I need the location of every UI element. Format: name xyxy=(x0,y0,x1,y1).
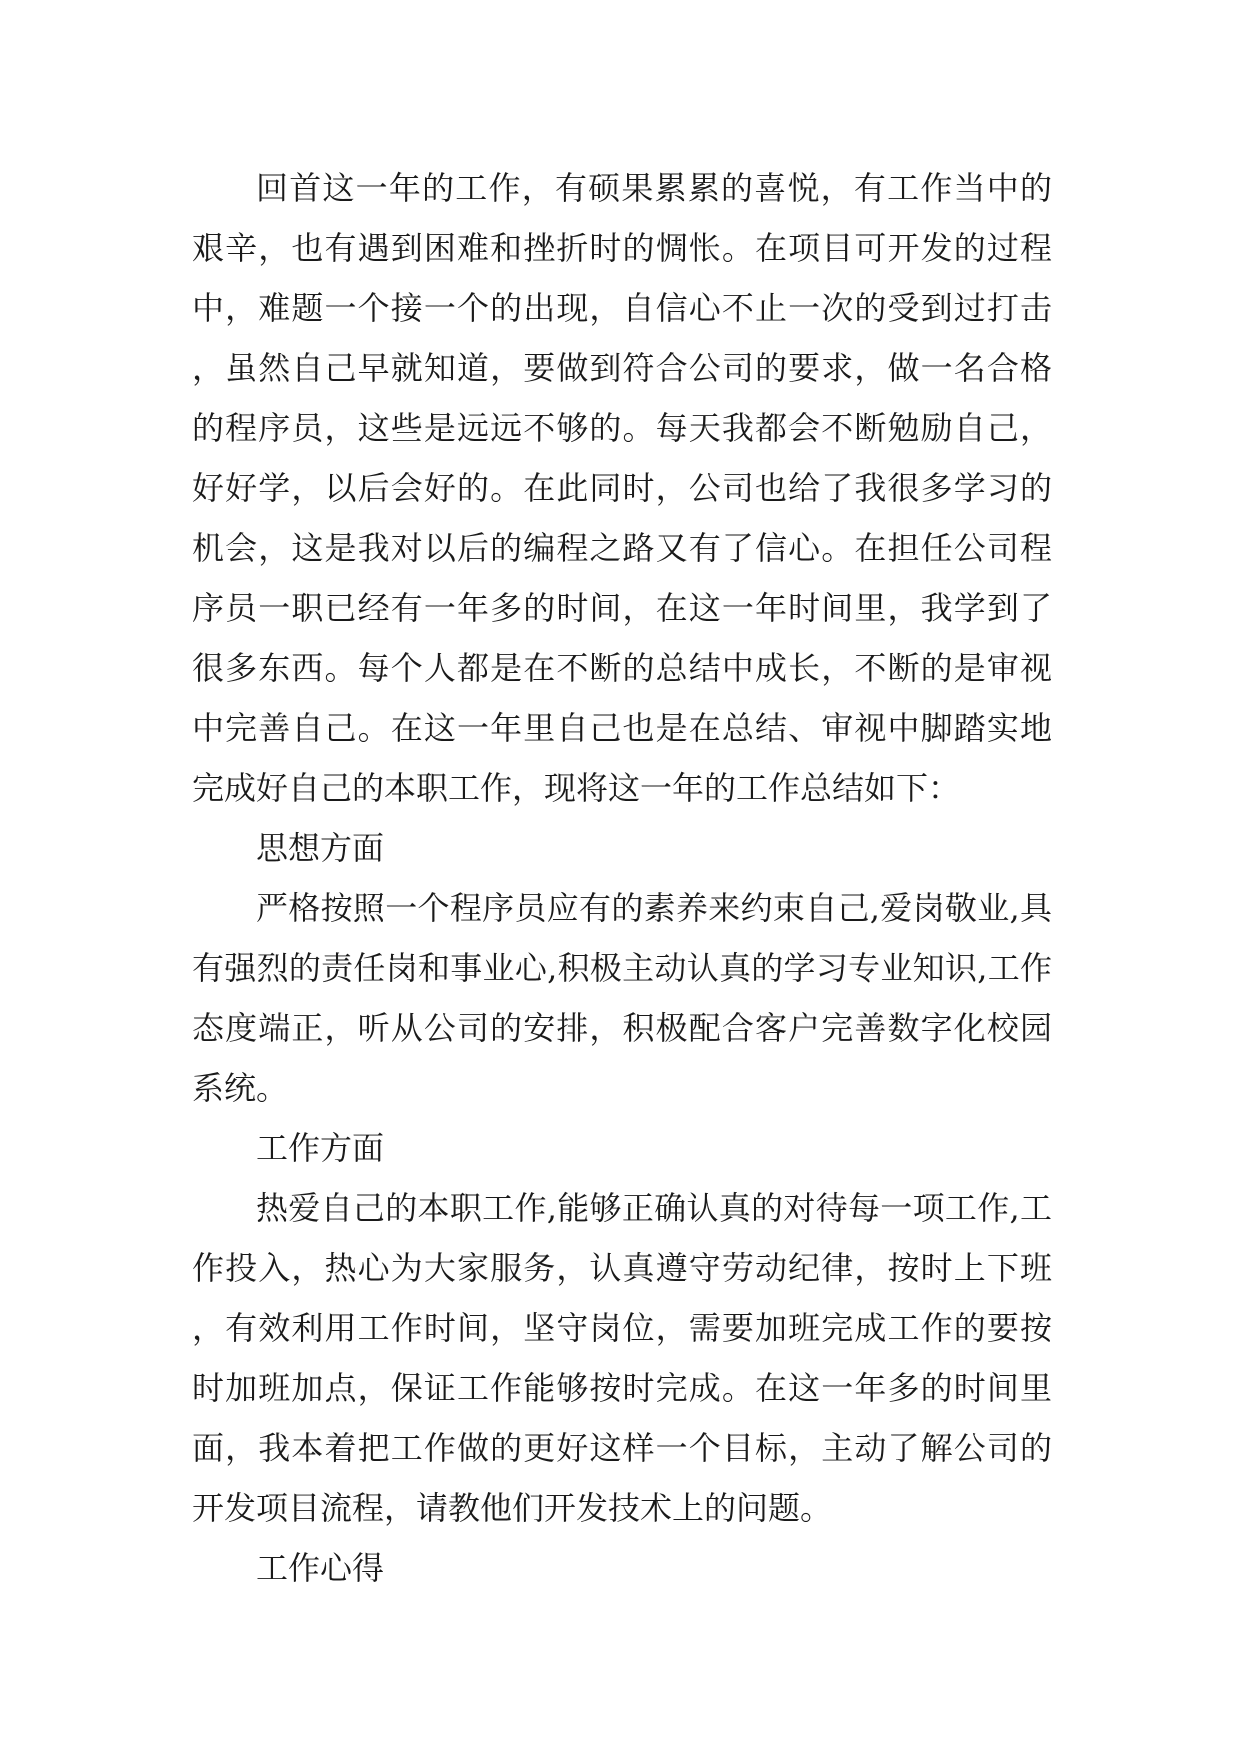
work-paragraph: 热爱自己的本职工作,能够正确认真的对待每一项工作,工作投入，热心为大家服务，认真遵守劳动纪律，按时上下班，有效利用工作时间，坚守岗位，需要加班完成工作的要按时加班加点，保证工作能够按时完成。在这一年多的时间里面，我本着把工作做的更好这样一个目标，主动了解公司的开发项目流程，请教他们开发技术上的问题。 xyxy=(192,1189,1052,1527)
intro-paragraph: 回首这一年的工作，有硕果累累的喜悦，有工作当中的艰辛，也有遇到困难和挫折时的惆怅。在项目可开发的过程中，难题一个接一个的出现，自信心不止一次的受到过打击，虽然自己早就知道，要做到符合公司的要求，做一名合格的程序员，这些是远远不够的。每天我都会不断勉励自己，好好学，以后会好的。在此同时，公司也给了我很多学习的机会，这是我对以后的编程之路又有了信心。在担任公司程序员一职已经有一年多的时间，在这一年时间里，我学到了很多东西。每个人都是在不断的总结中成长，不断的是审视中完善自己。在这一年里自己也是在总结、审视中脚踏实地完成好自己的本职工作，现将这一年的工作总结如下： xyxy=(192,169,1052,807)
document-body xyxy=(192,158,1052,1598)
section-heading-work: 工作方面 xyxy=(256,1129,385,1167)
thought-paragraph: 严格按照一个程序员应有的素养来约束自己,爱岗敬业,具有强烈的责任岗和事业心,积极主动认真的学习专业知识,工作态度端正，听从公司的安排，积极配合客户完善数字化校园系统。 xyxy=(192,889,1052,1107)
section-heading-experience: 工作心得 xyxy=(256,1549,385,1587)
section-heading-thought: 思想方面 xyxy=(256,829,385,867)
